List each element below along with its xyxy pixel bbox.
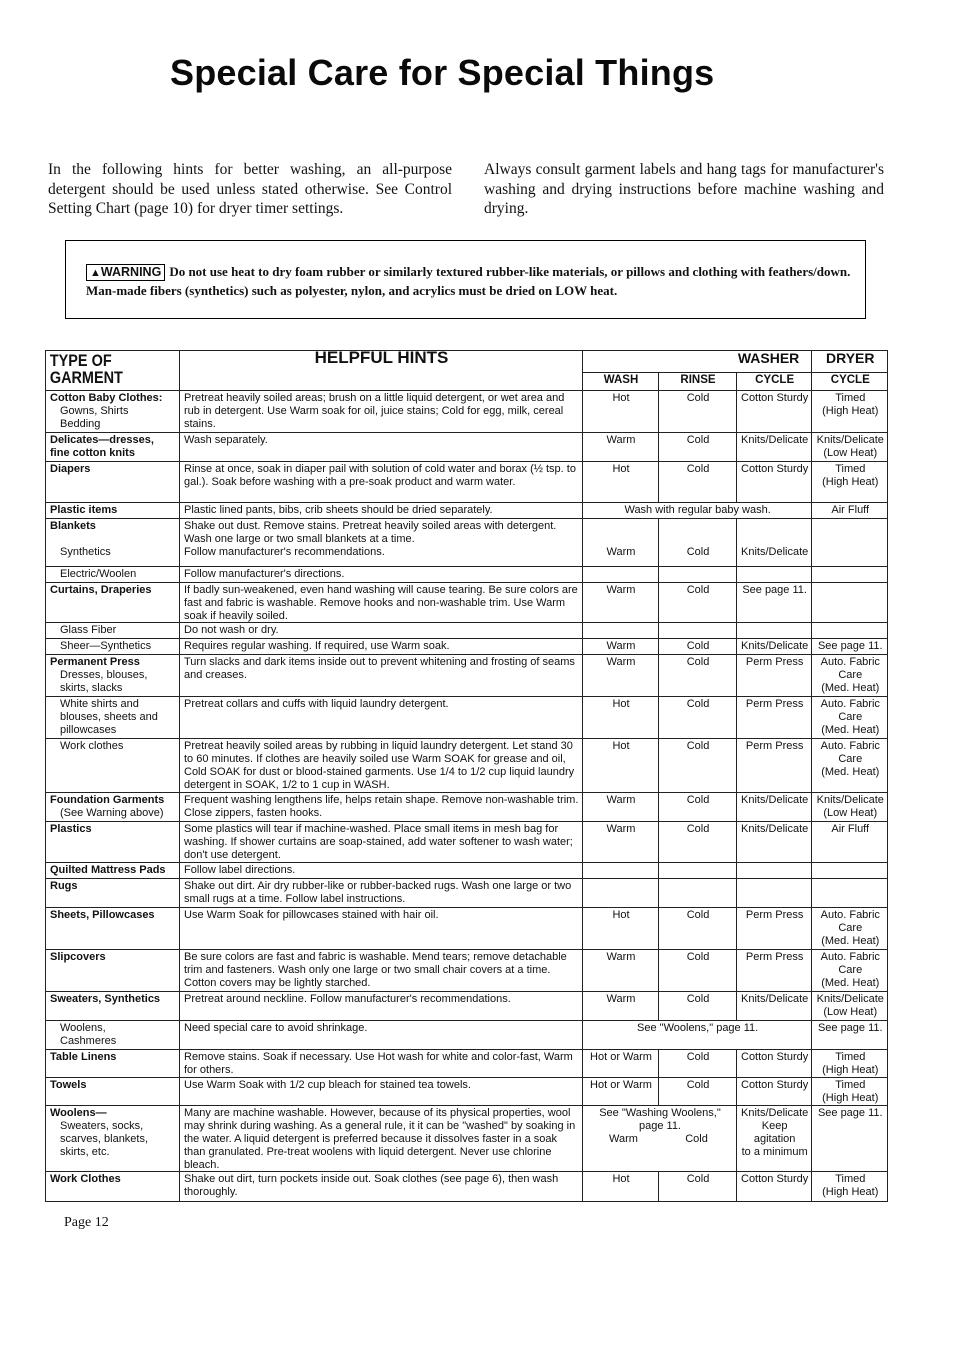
garment-name: Cotton Baby Clothes: [50,392,163,404]
dryer-cycle-cell: Air Fluff [812,503,888,519]
header-dryer: DRYER [812,351,888,373]
garment-name: Permanent Press [50,656,140,669]
garment-cell [46,391,180,433]
wash-cell: Warm [583,519,659,567]
garment-cell [46,793,180,822]
garment-cell [46,1050,180,1078]
header-dryer-cycle: CYCLE [812,373,888,391]
helpful-hint-cell: If badly sun-weakened, even hand washing will cause tearing. Be sure colors are fast and fabric is washable. Remove hooks and non-washable trim. Use Warm soak if heavily soiled. [180,583,583,623]
rinse-cell: Cold [659,462,737,503]
warning-badge-label: WARNING [100,265,162,279]
washer-cycle-cell [737,879,812,908]
dryer-cycle-cell [812,863,888,879]
table-row [46,1172,888,1202]
helpful-hint-cell: Many are machine washable. However, because of its physical properties, wool may shrink during washing. As a general rule, it it can be "washed" by soaking in the water. A liquid detergent is preferred because it dissolves faster in a soak than granulated. Pre-treat woolens with liquid detergent. Never use chlorine bleach. [180,1106,583,1172]
garment-name: Sheets, Pillowcases [50,909,155,922]
wash-cell: Hot [583,391,659,433]
garment-subtypes: (See Warning above) [60,807,164,820]
rinse-cell: Cold [659,583,737,623]
washer-cycle-cell: Cotton Sturdy [737,1172,812,1202]
rinse-cell: Cold [659,950,737,992]
table-row [46,519,888,567]
dryer-cycle-cell [812,519,888,567]
rinse-cell [659,863,737,879]
wash-rinse-pair [587,1133,733,1146]
garment-subtypes: Gowns, Shirts Bedding [60,404,129,430]
washer-cycle-cell: Perm Press [737,697,812,739]
helpful-hint-cell: Frequent washing lengthens life, helps retain shape. Remove non-washable trim. Close zippers, fasten hooks. [180,793,583,822]
washer-cycle-cell: Perm Press [737,908,812,950]
header-type-of-garment: TYPE OF GARMENT [46,351,160,391]
washer-cycle-cell [737,623,812,639]
page-title: Special Care for Special Things [170,52,715,93]
rinse-cell: Cold [659,433,737,462]
garment-cell [46,992,180,1021]
wash-cell [583,623,659,639]
garment-cell [46,1172,180,1202]
wash-value: Warm [609,1132,638,1145]
washer-span-cell: Wash with regular baby wash. [583,503,812,519]
garment-subtypes: Woolens, Cashmeres [60,1022,117,1048]
washer-cycle-cell: Knits/Delicate Keep agitation to a minimum [737,1106,812,1172]
garment-cell [46,462,180,503]
garment-cell [46,519,180,567]
dryer-cycle-cell: Timed (High Heat) [812,1078,888,1106]
washer-cycle-cell: Perm Press [737,739,812,793]
wash-cell: Hot [583,697,659,739]
wash-cell: Warm [583,583,659,623]
dryer-cycle-cell: Timed (High Heat) [812,1050,888,1078]
dryer-cycle-cell: See page 11. [812,639,888,655]
helpful-hint-cell: Use Warm Soak for pillowcases stained with hair oil. [180,908,583,950]
rinse-cell: Cold [659,1050,737,1078]
washer-span-cell: See "Woolens," page 11. [583,1021,812,1050]
garment-cell [46,879,180,908]
rinse-cell: Cold [659,697,737,739]
garment-name: Woolens— [50,1107,107,1120]
garment-subtypes: Electric/Woolen [60,568,137,580]
helpful-hint-cell: Plastic lined pants, bibs, crib sheets should be dried separately. [180,503,583,519]
table-row [46,739,888,793]
helpful-hint-cell: Wash separately. [180,433,583,462]
header-wash: WASH [583,373,659,391]
helpful-hint-cell: Pretreat heavily soiled areas; brush on a little liquid detergent, or wet area and rub in detergent. Use Warm soak for oil, juice stains; Cold for egg, milk, cereal stains. [180,391,583,433]
dryer-cycle-cell: Knits/Delicate (Low Heat) [812,433,888,462]
helpful-hint-cell: Follow manufacturer's directions. [180,567,583,583]
intro-right-paragraph: Always consult garment labels and hang tags for manufacturer's washing and drying instructions before machine washing and drying. [484,161,884,217]
rinse-cell: Cold [659,908,737,950]
wash-cell: Warm [583,793,659,822]
helpful-hint-cell: Pretreat collars and cuffs with liquid laundry detergent. [180,697,583,739]
wash-cell: Warm [583,822,659,863]
rinse-cell [659,567,737,583]
table-row [46,863,888,879]
washer-cycle-cell: Cotton Sturdy [737,391,812,433]
table-row [46,1078,888,1106]
wash-cell [583,863,659,879]
wash-cell: Hot [583,908,659,950]
wash-cell [583,1106,737,1172]
washer-cycle-cell: Knits/Delicate [737,433,812,462]
table-row [46,1106,888,1172]
table-row [46,1050,888,1078]
washer-cycle-cell: Perm Press [737,655,812,697]
rinse-cell: Cold [659,391,737,433]
garment-cell [46,739,180,793]
warning-box [65,240,866,319]
wash-note: See "Washing Woolens," page 11. [599,1107,721,1133]
helpful-hint-cell: Shake out dust. Remove stains. Pretreat heavily soiled areas with detergent. Wash one large or two small blankets at a time. Follow manufacturer's recommendations. [180,519,583,567]
rinse-cell: Cold [659,1172,737,1202]
wash-cell: Warm [583,639,659,655]
garment-cell [46,822,180,863]
garment-subtypes: White shirts and blouses, sheets and pillowcases [60,698,158,736]
header-washer-cycle: CYCLE [737,373,812,391]
table-row [46,879,888,908]
helpful-hint-cell: Pretreat heavily soiled areas by rubbing in liquid laundry detergent. Let stand 30 to 60 minutes. If clothes are heavily soiled use Warm SOAK for grease and oil, Cold SOAK for dust or blood-stained garments. Use 1/4 to 1/2 cup liquid laundry detergent in SOAK, 1/2 to 1 cup in WASH. [180,739,583,793]
helpful-hint-cell: Some plastics will tear if machine-washed. Place small items in mesh bag for washing. If shower curtains are soap-stained, add water softener to wash water; don't use detergent. [180,822,583,863]
washer-cycle-cell: Knits/Delicate [737,822,812,863]
garment-name: Sweaters, Synthetics [50,993,161,1006]
dryer-cycle-cell: Auto. Fabric Care (Med. Heat) [812,655,888,697]
garment-cell [46,697,180,739]
helpful-hint-cell: Need special care to avoid shrinkage. [180,1021,583,1050]
table-row [46,992,888,1021]
garment-cell [46,583,180,623]
wash-cell: Warm [583,433,659,462]
garment-subtypes: Sweaters, socks, scarves, blankets, skirts, etc. [60,1120,149,1158]
wash-cell: Warm [583,950,659,992]
dryer-cycle-cell: Air Fluff [812,822,888,863]
dryer-cycle-cell [812,879,888,908]
garment-cell [46,503,180,519]
wash-cell: Hot [583,1172,659,1202]
garment-subtypes: Synthetics [60,545,111,558]
washer-cycle-cell: Cotton Sturdy [737,1050,812,1078]
rinse-cell: Cold [659,1078,737,1106]
helpful-hint-cell: Turn slacks and dark items inside out to prevent whitening and frosting of seams and creases. [180,655,583,697]
table-row [46,822,888,863]
table-row [46,503,888,519]
dryer-cycle-cell: Auto. Fabric Care (Med. Heat) [812,697,888,739]
washer-cycle-cell: See page 11. [737,583,812,623]
dryer-cycle-cell: Knits/Delicate (Low Heat) [812,992,888,1021]
table-row [46,391,888,433]
dryer-cycle-cell: Timed (High Heat) [812,462,888,503]
table-row [46,908,888,950]
garment-name: Curtains, Draperies [50,584,152,596]
dryer-cycle-cell: Timed (High Heat) [812,1172,888,1202]
intro-left-paragraph: In the following hints for better washing, an all-purpose detergent should be used unless stated otherwise. See Control Setting Chart (page 10) for dryer timer settings. [48,161,452,217]
care-chart-table [45,350,888,1202]
dryer-cycle-cell: See page 11. [812,1021,888,1050]
dryer-cycle-cell: Auto. Fabric Care (Med. Heat) [812,739,888,793]
table-row [46,623,888,639]
rinse-cell: Cold [659,519,737,567]
washer-cycle-cell [737,567,812,583]
garment-cell [46,950,180,992]
washer-cycle-cell: Cotton Sturdy [737,1078,812,1106]
rinse-cell [659,623,737,639]
garment-name: Plastics [50,823,92,836]
table-row [46,567,888,583]
rinse-cell: Cold [659,992,737,1021]
wash-cell [583,567,659,583]
garment-name: Work Clothes [50,1173,121,1186]
helpful-hint-cell: Rinse at once, soak in diaper pail with solution of cold water and borax (½ tsp. to gal.). Soak before washing with a pre-soak product and warm water. [180,462,583,503]
garment-name: Delicates—dresses, fine cotton knits [50,434,154,459]
garment-cell [46,1021,180,1050]
care-chart-body [46,391,888,1202]
dryer-cycle-cell: See page 11. [812,1106,888,1172]
header-rinse: RINSE [659,373,737,391]
washer-cycle-cell: Knits/Delicate [737,519,812,567]
helpful-hint-cell: Use Warm Soak with 1/2 cup bleach for stained tea towels. [180,1078,583,1106]
wash-cell: Warm [583,992,659,1021]
garment-cell [46,639,180,655]
warning-triangle-icon: ▲ [90,267,101,279]
washer-cycle-cell: Perm Press [737,950,812,992]
dryer-cycle-cell [812,583,888,623]
wash-cell: Hot or Warm [583,1050,659,1078]
warning-badge [86,264,165,281]
table-row [46,433,888,462]
washer-cycle-cell: Cotton Sturdy [737,462,812,503]
dryer-cycle-cell: Timed (High Heat) [812,391,888,433]
dryer-cycle-cell: Auto. Fabric Care (Med. Heat) [812,950,888,992]
rinse-cell: Cold [659,793,737,822]
dryer-cycle-cell: Auto. Fabric Care (Med. Heat) [812,908,888,950]
garment-name: Table Linens [50,1051,117,1064]
helpful-hint-cell: Remove stains. Soak if necessary. Use Hot wash for white and color-fast, Warm for others. [180,1050,583,1078]
garment-subtypes: Dresses, blouses, skirts, slacks [60,669,148,694]
garment-cell [46,433,180,462]
wash-cell: Hot [583,739,659,793]
header-washer-label: WASHER [737,350,800,366]
wash-cell: Hot [583,462,659,503]
rinse-cell: Cold [659,739,737,793]
header-helpful-hints: HELPFUL HINTS [180,351,583,391]
garment-cell [46,623,180,639]
table-row [46,583,888,623]
garment-subtypes: Glass Fiber [60,624,117,637]
table-row [46,655,888,697]
garment-name: Towels [50,1079,87,1092]
helpful-hint-cell: Be sure colors are fast and fabric is washable. Mend tears; remove detachable trim and fasteners. Wash only one large or two small chair covers at a time. Cotton covers may be lightly starched. [180,950,583,992]
garment-name: Rugs [50,880,78,893]
rinse-cell: Cold [659,822,737,863]
helpful-hint-cell: Do not wash or dry. [180,623,583,639]
garment-name: Diapers [50,463,91,475]
warning-text-block [86,263,856,300]
dryer-cycle-cell: Knits/Delicate (Low Heat) [812,793,888,822]
rinse-cell: Cold [659,655,737,697]
helpful-hint-cell: Follow label directions. [180,863,583,879]
garment-cell [46,908,180,950]
washer-cycle-cell: Knits/Delicate [737,992,812,1021]
garment-subtypes: Work clothes [60,740,124,753]
table-row [46,462,888,503]
page-number: Page 12 [64,1215,109,1230]
wash-cell [583,879,659,908]
garment-name: Plastic items [50,504,118,516]
warning-message: Do not use heat to dry foam rubber or similarly textured rubber-like materials, or pillows and clothing with feathers/down. Man-made fibers (synthetics) such as polyester, nylon, and acrylics must be dried on LOW heat. [86,264,851,298]
garment-name: Foundation Garments [50,794,165,807]
garment-cell [46,863,180,879]
wash-cell: Warm [583,655,659,697]
helpful-hint-cell: Shake out dirt, turn pockets inside out. Soak clothes (see page 6), then wash thoroughly. [180,1172,583,1202]
helpful-hint-cell: Shake out dirt. Air dry rubber-like or rubber-backed rugs. Wash one large or two small rugs at a time. Follow label instructions. [180,879,583,908]
rinse-value: Cold [685,1132,708,1145]
dryer-cycle-cell [812,567,888,583]
helpful-hint-cell: Pretreat around neckline. Follow manufacturer's recommendations. [180,992,583,1021]
washer-cycle-cell: Knits/Delicate [737,793,812,822]
rinse-cell: Cold [659,639,737,655]
garment-cell [46,655,180,697]
table-row [46,697,888,739]
washer-cycle-cell [737,863,812,879]
table-row [46,1021,888,1050]
garment-name: Quilted Mattress Pads [50,864,166,877]
header-washer [583,351,812,373]
helpful-hint-cell: Requires regular washing. If required, use Warm soak. [180,639,583,655]
garment-cell [46,1078,180,1106]
garment-name: Slipcovers [50,951,106,964]
dryer-cycle-cell [812,623,888,639]
garment-cell [46,567,180,583]
table-row [46,639,888,655]
garment-subtypes: Sheer—Synthetics [60,640,152,653]
table-row [46,950,888,992]
wash-cell: Hot or Warm [583,1078,659,1106]
table-row [46,793,888,822]
washer-cycle-cell: Knits/Delicate [737,639,812,655]
garment-name: Blankets [50,520,96,532]
rinse-cell [659,879,737,908]
garment-cell [46,1106,180,1172]
